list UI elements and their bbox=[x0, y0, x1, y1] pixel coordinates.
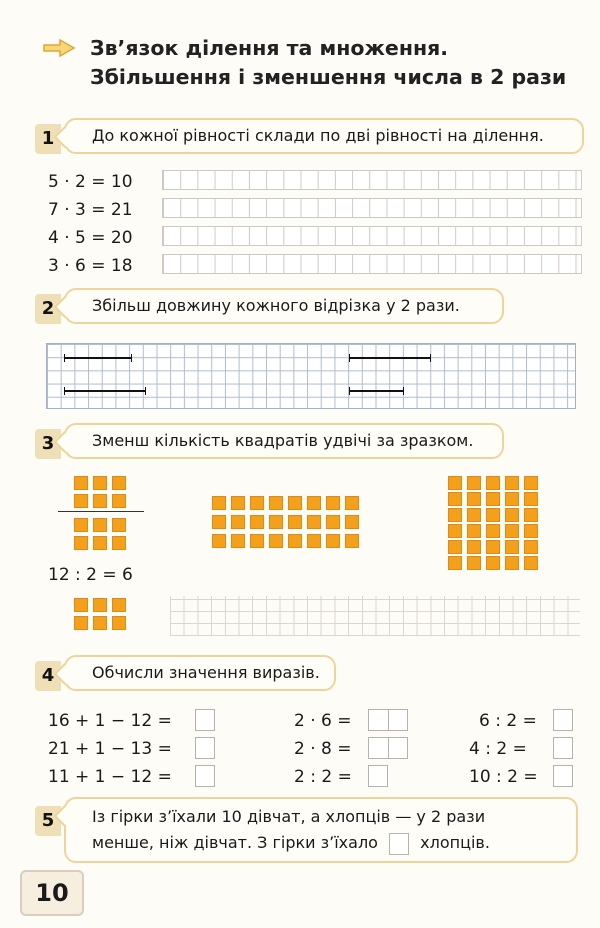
square-group-right bbox=[448, 476, 540, 572]
expression: 11 + 1 − 12 = bbox=[48, 767, 172, 787]
task-3-text: Зменш кількість квадратів удвічі за зразком. bbox=[92, 431, 474, 450]
task-1-text: До кожної рівності склади по дві рівності на ділення. bbox=[92, 126, 544, 145]
square-group-middle bbox=[212, 496, 364, 554]
answer-box[interactable] bbox=[553, 709, 573, 731]
task-1-equation: 7 · 3 = 21 bbox=[48, 200, 133, 220]
segment bbox=[349, 357, 431, 359]
example-equation: 12 : 2 = 6 bbox=[48, 565, 133, 585]
answer-box[interactable] bbox=[368, 765, 388, 787]
expression: 16 + 1 − 12 = bbox=[48, 711, 172, 731]
answer-box[interactable] bbox=[368, 737, 408, 759]
segment bbox=[64, 357, 132, 359]
hand-arrow-icon bbox=[42, 38, 76, 62]
expression: 6 : 2 = bbox=[479, 711, 537, 731]
task-5-line-2-end: хлопців. bbox=[420, 833, 490, 852]
task-2-box bbox=[64, 288, 504, 324]
answer-box[interactable] bbox=[553, 765, 573, 787]
task-3-box bbox=[64, 423, 504, 459]
task-5-box bbox=[64, 797, 578, 863]
task-3-number: 3 bbox=[35, 429, 61, 459]
task-2-text: Збільш довжину кожного відрізка у 2 рази. bbox=[92, 296, 460, 315]
answer-grid-row[interactable] bbox=[162, 170, 582, 190]
answer-box[interactable] bbox=[553, 737, 573, 759]
answer-box[interactable] bbox=[195, 709, 215, 731]
answer-box[interactable] bbox=[368, 709, 408, 731]
answer-box[interactable] bbox=[389, 833, 409, 855]
drawing-grid[interactable] bbox=[46, 343, 576, 409]
expression: 4 : 2 = bbox=[469, 739, 527, 759]
expression: 10 : 2 = bbox=[469, 767, 538, 787]
drawing-grid-faint[interactable] bbox=[170, 596, 580, 636]
expression: 2 · 8 = bbox=[294, 739, 352, 759]
title-line-2: Збільшення і зменшення числа в 2 рази bbox=[90, 65, 567, 89]
division-line bbox=[58, 511, 144, 512]
answer-box[interactable] bbox=[195, 737, 215, 759]
task-4-box bbox=[64, 655, 336, 691]
segment bbox=[64, 390, 146, 392]
answer-grid-row[interactable] bbox=[162, 254, 582, 274]
expression: 21 + 1 − 13 = bbox=[48, 739, 172, 759]
task-5-number: 5 bbox=[35, 806, 61, 836]
expression: 2 · 6 = bbox=[294, 711, 352, 731]
task-4-number: 4 bbox=[35, 661, 61, 691]
task-1-box bbox=[64, 118, 584, 154]
answer-grid-row[interactable] bbox=[162, 198, 582, 218]
task-1-equation: 5 · 2 = 10 bbox=[48, 172, 133, 192]
page-title bbox=[90, 34, 566, 92]
page-number: 10 bbox=[20, 870, 84, 916]
task-1-equation: 3 · 6 = 18 bbox=[48, 256, 133, 276]
task-5-line-1: Із гірки з’їхали 10 дівчат, а хлопців — у 2 рази bbox=[92, 807, 486, 826]
example-squares bbox=[74, 476, 134, 552]
expression: 2 : 2 = bbox=[294, 767, 352, 787]
task-2-number: 2 bbox=[35, 294, 61, 324]
task-1-number: 1 bbox=[35, 124, 61, 154]
task-1-equation: 4 · 5 = 20 bbox=[48, 228, 133, 248]
answer-grid-row[interactable] bbox=[162, 226, 582, 246]
task-5-line-2-start: менше, ніж дівчат. З гірки з’їхало bbox=[92, 833, 378, 852]
result-squares bbox=[74, 598, 134, 632]
title-line-1: Зв’язок ділення та множення. bbox=[90, 36, 449, 60]
answer-box[interactable] bbox=[195, 765, 215, 787]
task-4-text: Обчисли значення виразів. bbox=[92, 663, 320, 682]
segment bbox=[349, 390, 404, 392]
